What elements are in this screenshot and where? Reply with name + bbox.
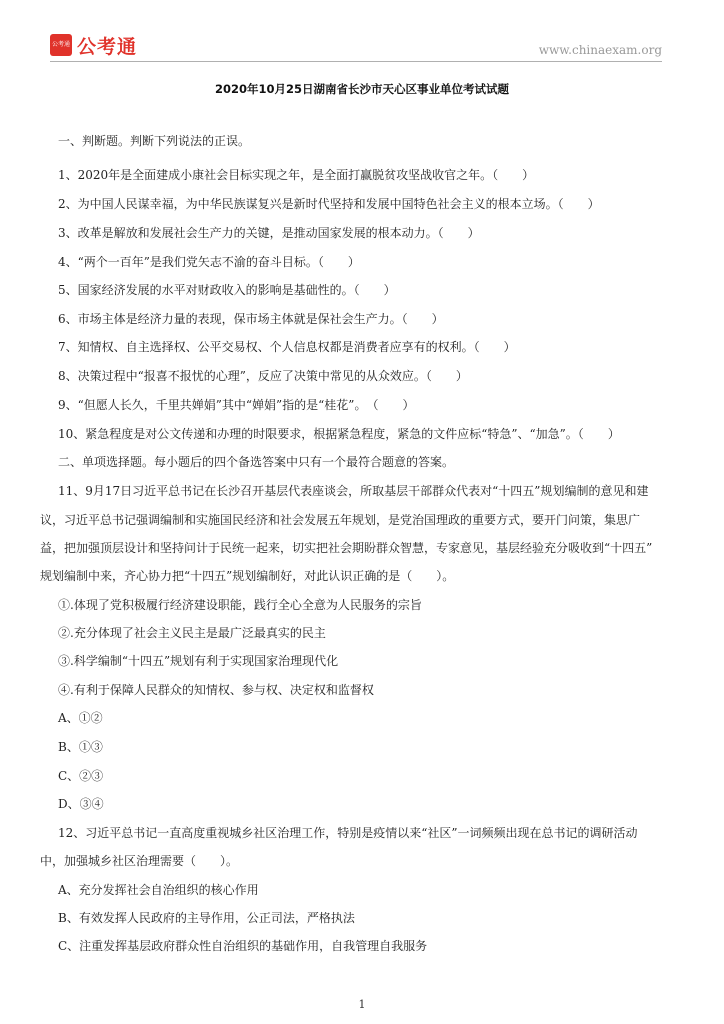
answer-option: C、注重发挥基层政府群众性自治组织的基础作用，自我管理自我服务 (58, 939, 428, 953)
statement-option: ①.体现了党积极履行经济建设职能，践行全心全意为人民服务的宗旨 (58, 598, 422, 612)
question-line: 益，把加强顶层设计和坚持问计于民统一起来，切实把社会期盼群众智慧，专家意见，基层经验充分吸收到“十四五” (40, 541, 653, 555)
question-line: 10、紧急程度是对公文传递和办理的时限要求，根据紧急程度，紧急的文件应标“特急”、“加急”。（ ） (58, 427, 620, 441)
header-divider (50, 61, 662, 62)
question-line: 5、国家经济发展的水平对财政收入的影响是基础性的。（ ） (58, 283, 396, 297)
question-line: 3、改革是解放和发展社会生产力的关键，是推动国家发展的根本动力。（ ） (58, 226, 480, 240)
question-line: 11、9月17日习近平总书记在长沙召开基层代表座谈会，所取基层干部群众代表对“十四五”规划编制的意见和建 (58, 484, 649, 498)
answer-option: B、①③ (58, 740, 103, 754)
question-line: 12、习近平总书记一直高度重视城乡社区治理工作，特别是疫情以来“社区”一词频频出现在总书记的调研活动 (58, 826, 638, 840)
document-title: 2020年10月25日湖南省长沙市天心区事业单位考试试题 (214, 82, 509, 96)
statement-option: ③.科学编制“十四五”规划有利于实现国家治理现代化 (58, 654, 339, 668)
site-url: www.chinaexam.org (538, 43, 662, 57)
question-line: 8、决策过程中“报喜不报忧的心理”，反应了决策中常见的从众效应。（ ） (58, 369, 468, 383)
answer-option: A、①② (58, 711, 103, 725)
question-line: 9、“但愿人长久，千里共婵娟”其中“婵娟”指的是“桂花”。 （ ） (58, 398, 415, 412)
answer-option: D、③④ (58, 797, 104, 811)
statement-option: ④.有利于保障人民群众的知情权、参与权、决定权和监督权 (58, 683, 374, 697)
logo-icon: 公考通 (50, 34, 72, 56)
question-line: 中，加强城乡社区治理需要（ ）。 (40, 854, 239, 868)
question-line: 议，习近平总书记强调编制和实施国民经济和社会发展五年规划，是党治国理政的重要方式，要开门问策，集思广 (40, 513, 641, 527)
section-heading-judgment: 一、判断题。判断下列说法的正误。 (58, 134, 251, 148)
question-line: 1、2020年是全面建成小康社会目标实现之年，是全面打赢脱贫攻坚战收官之年。（ ） (58, 168, 535, 182)
answer-option: A、充分发挥社会自治组织的核心作用 (58, 883, 259, 897)
question-line: 6、市场主体是经济力量的表现，保市场主体就是保社会生产力。（ ） (58, 312, 444, 326)
question-line: 2、为中国人民谋幸福，为中华民族谋复兴是新时代坚持和发展中国特色社会主义的根本立场。（ ） (58, 197, 600, 211)
logo (50, 33, 137, 57)
question-line: 4、“两个一百年”是我们党矢志不渝的奋斗目标。（ ） (58, 255, 360, 269)
page-number: 1 (358, 998, 366, 1011)
question-line: 规划编制中来，齐心协力把“十四五”规划编制好，对此认识正确的是（ ）。 (40, 569, 455, 583)
question-line: 7、知情权、自主选择权、公平交易权、个人信息权都是消费者应享有的权利。（ ） (58, 340, 516, 354)
page-header (0, 0, 724, 70)
statement-option: ②.充分体现了社会主义民主是最广泛最真实的民主 (58, 626, 326, 640)
answer-option: B、有效发挥人民政府的主导作用，公正司法，严格执法 (58, 911, 355, 925)
logo-text: 公考通 (77, 35, 138, 58)
section-heading-choice: 二、单项选择题。每小题后的四个备选答案中只有一个最符合题意的答案。 (58, 455, 455, 469)
answer-option: C、②③ (58, 769, 104, 783)
